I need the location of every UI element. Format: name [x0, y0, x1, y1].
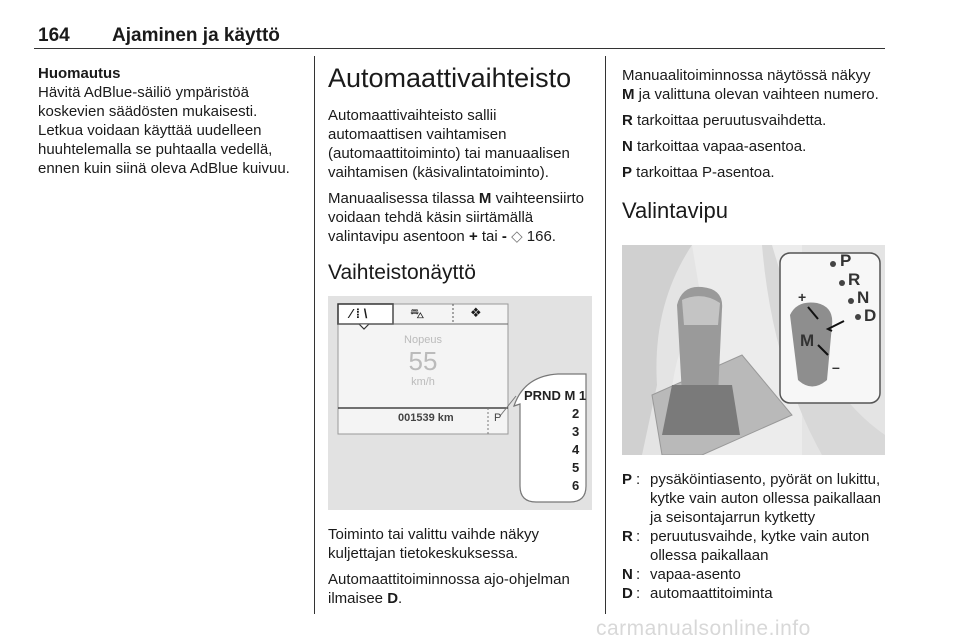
lever-label-p: P	[840, 251, 852, 270]
column-1	[38, 64, 300, 178]
current-gear: P	[494, 412, 502, 424]
text-run: vaihteensiirto voidaan tehdä käsin siirtämällä valintavipu asentoon	[328, 190, 584, 245]
section-heading: Automaattivaihteisto	[328, 63, 572, 93]
gear-number: 5	[572, 460, 580, 475]
definition-text: pysäköintiasento, pyörät on lukittu, kytke vain auton ollessa paikallaan ja seisontajarrun kytketty	[650, 471, 881, 526]
key-r: R	[622, 112, 633, 129]
text-run: Automaattitoiminnossa ajo-ohjelman ilmaisee	[328, 571, 570, 607]
lever-label-d: D	[864, 306, 877, 325]
paragraph-r	[622, 111, 887, 130]
prnd-indicator: PRND M 1	[524, 388, 587, 403]
key-p: P	[622, 164, 633, 181]
text-run: tai	[477, 228, 502, 245]
definition-row	[622, 565, 887, 584]
definition-row	[622, 584, 887, 603]
minus-sign: -	[501, 228, 507, 245]
key-n: N	[622, 138, 633, 155]
speed-value: 55	[408, 346, 438, 376]
lever-label-r: R	[848, 270, 861, 289]
selector-lever-figure	[622, 245, 885, 455]
text-run: Manuaalisessa tilassa	[328, 190, 479, 207]
mode-icon-road: ⁄ ⁞ \	[350, 306, 368, 321]
definition-colon: :	[636, 528, 641, 545]
speed-label: Nopeus	[404, 334, 442, 346]
lever-label-n: N	[857, 288, 870, 307]
subheading-display: Vaihteistonäyttö	[328, 261, 476, 284]
column-divider-2	[605, 56, 606, 614]
lever-illustration	[622, 245, 885, 455]
cluster-illustration	[328, 296, 592, 510]
gear-list	[572, 405, 579, 495]
definition-text: vapaa-asento	[650, 566, 741, 583]
definition-text: automaattitoiminta	[650, 585, 773, 602]
definition-row	[622, 527, 887, 565]
mode-d: D	[387, 590, 399, 607]
paragraph-automatic	[328, 570, 593, 608]
page-header	[38, 25, 280, 47]
speed-unit: km/h	[411, 376, 435, 388]
definition-colon: :	[636, 566, 641, 583]
gear-definition-list	[622, 470, 887, 603]
gear-number: 3	[572, 424, 580, 439]
paragraph-manual-display	[622, 66, 887, 104]
paragraph-n	[622, 137, 887, 156]
gear-number: 2	[572, 406, 580, 421]
text-run: Manuaalitoiminnossa näytössä näkyy	[622, 67, 871, 84]
text-run: .	[398, 590, 403, 607]
mode-m: M	[478, 190, 492, 207]
wiper-icon: ❖	[470, 305, 482, 320]
text-run: ja valittuna olevan vaihteen numero.	[634, 86, 879, 103]
gear-number: 6	[572, 478, 580, 493]
definition-key: P	[622, 471, 633, 488]
column-3	[622, 66, 887, 240]
gear-number: 4	[572, 442, 580, 457]
odometer: 001539 km	[398, 412, 454, 424]
definition-colon: :	[636, 471, 641, 488]
car-icon: ⛍	[410, 305, 425, 321]
lever-label-minus: –	[832, 359, 840, 375]
arrow-ref-icon: ◇	[511, 228, 523, 245]
column-2-bottom	[328, 525, 593, 615]
paragraph-manual-mode	[328, 189, 593, 246]
paragraph-p	[622, 163, 887, 182]
definition-key: R	[622, 528, 633, 545]
text-run: tarkoittaa P-asentoa.	[632, 164, 775, 181]
chapter-title: Ajaminen ja käyttö	[112, 25, 280, 46]
page-number: 164	[38, 25, 70, 46]
paragraph-display-info: Toiminto tai valittu vaihde näkyy kuljettajan tietokeskuksessa.	[328, 526, 539, 562]
mode-m: M	[622, 86, 635, 103]
note-text: Hävitä AdBlue-säiliö ympäristöä koskevien säädösten mukaisesti. Letkua voidaan käyttää uudelleen huuhtelemalla se puhtaalla vedellä, ennen kuin siinä oleva AdBlue kuivuu.	[38, 84, 290, 177]
lever-label-plus: +	[798, 289, 807, 305]
note-title: Huomautus	[38, 65, 121, 82]
definition-colon: :	[636, 585, 641, 602]
lever-label-m: M	[800, 331, 815, 350]
watermark: carmanualsonline.info	[596, 617, 811, 640]
text-run: tarkoittaa peruutusvaihdetta.	[632, 112, 827, 129]
text-run: tarkoittaa vapaa-asentoa.	[632, 138, 807, 155]
subheading-lever: Valintavipu	[622, 198, 728, 223]
definition-text: peruutusvaihde, kytke vain auton ollessa paikallaan	[650, 528, 870, 564]
definition-key: N	[622, 566, 633, 583]
column-2	[328, 62, 593, 302]
column-divider-1	[314, 56, 315, 614]
plus-sign: +	[468, 228, 478, 245]
gear-display-figure	[328, 296, 592, 510]
paragraph-intro: Automaattivaihteisto sallii automaattisen vaihtamisen (automaattitoiminto) tai manuaalisen vaihtamisen (käsivalintatoiminto).	[328, 107, 570, 181]
header-rule	[34, 48, 885, 49]
page-reference[interactable]: 166.	[526, 228, 556, 245]
definition-row	[622, 470, 887, 527]
definition-key: D	[622, 585, 633, 602]
